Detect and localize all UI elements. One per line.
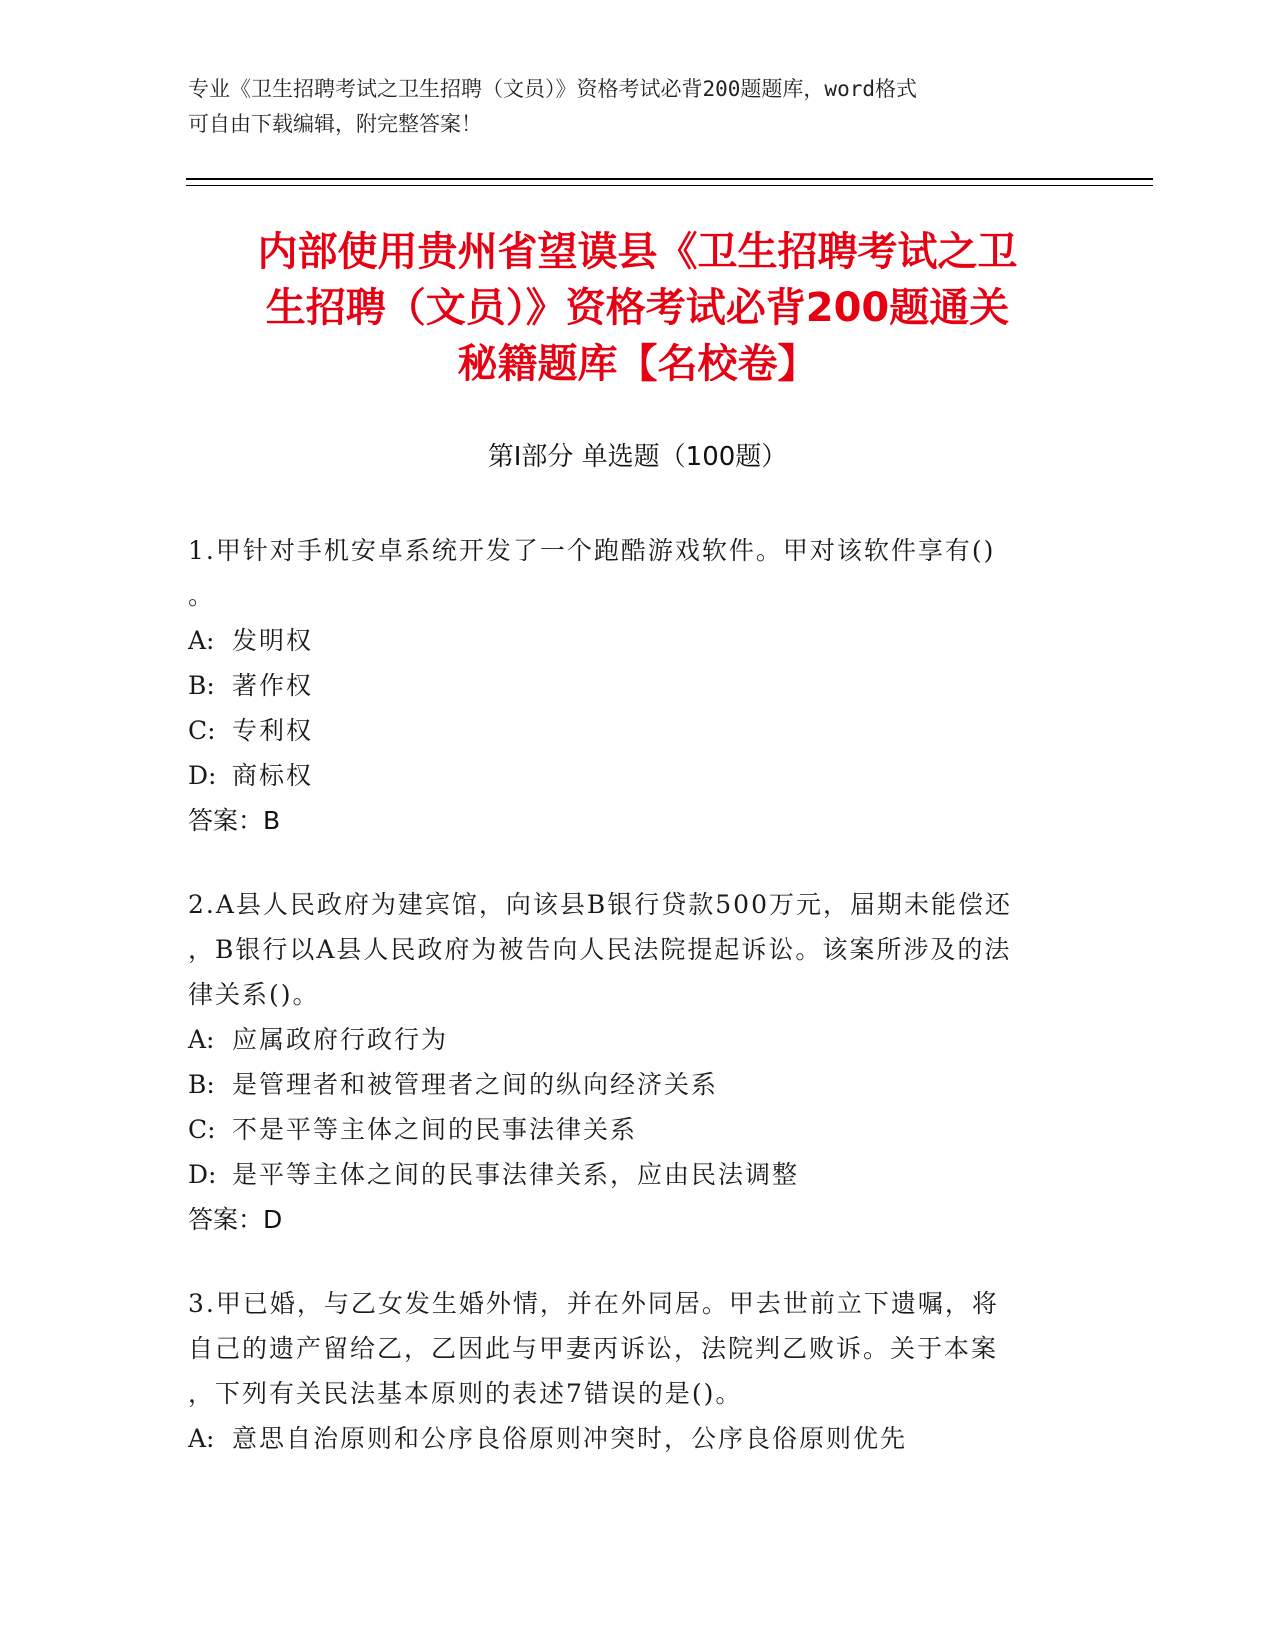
answer-line: 答案：B [188,806,281,835]
option-letter: A: [188,1025,215,1054]
document-title [150,224,1125,392]
question-stem-line: 2.A县人民政府为建宾馆，向该县B银行贷款500万元，届期未能偿还 [188,890,1012,919]
question-list [188,528,1088,1485]
option-text: 应属政府行政行为 [232,1025,449,1054]
option-c [188,708,1088,753]
header-divider-thin [186,185,1153,186]
option-text: 是平等主体之间的民事法律关系，应由民法调整 [232,1160,800,1189]
answer-line: 答案：D [188,1205,283,1234]
option-text: 是管理者和被管理者之间的纵向经济关系 [232,1070,719,1099]
option-text: 不是平等主体之间的民事法律关系 [232,1115,638,1144]
option-letter: B: [188,1070,215,1099]
option-text: 著作权 [232,671,314,700]
question-stem-line: 自己的遗产留给乙，乙因此与甲妻丙诉讼，法院判乙败诉。关于本案 [188,1334,999,1363]
option-letter: D: [188,1160,217,1189]
option-c [188,1107,1088,1152]
header-note-line: 可自由下载编辑，附完整答案！ [188,112,482,136]
option-letter: C: [188,716,216,745]
option-letter: D: [188,761,217,790]
question-item [188,882,1088,1243]
header-divider-thick [186,178,1153,180]
option-letter: A: [188,626,215,655]
option-a [188,1017,1088,1062]
section-heading: 第Ⅰ部分 单选题（100题） [487,442,788,472]
question-item [188,528,1088,844]
option-letter: B: [188,671,215,700]
title-line: 内部使用贵州省望谟县《卫生招聘考试之卫 [257,229,1018,275]
question-stem-line: ，下列有关民法基本原则的表述7错误的是()。 [188,1379,743,1408]
option-text: 发明权 [232,626,314,655]
option-d [188,1152,1088,1197]
question-stem-line: 3.甲已婚，与乙女发生婚外情，并在外同居。甲去世前立下遗嘱，将 [188,1289,999,1318]
option-text: 商标权 [232,761,314,790]
question-item [188,1281,1088,1461]
title-line: 生招聘（文员）》资格考试必背200题通关 [265,285,1010,331]
question-stem-line: ，B银行以A县人民政府为被告向人民法院提起诉讼。该案所涉及的法 [188,935,1012,964]
question-stem-line: 1.甲针对手机安卓系统开发了一个跑酷游戏软件。甲对该软件享有() [188,536,996,565]
option-letter: A: [188,1424,215,1453]
title-line: 秘籍题库【名校卷】 [457,341,818,387]
option-a [188,1416,1088,1461]
header-note [188,72,1088,142]
option-b [188,663,1088,708]
question-stem-line: 律关系()。 [188,980,320,1009]
question-stem-line: 。 [188,581,216,610]
header-note-line: 专业《卫生招聘考试之卫生招聘（文员）》资格考试必背200题题库，word格式 [188,77,917,101]
option-letter: C: [188,1115,216,1144]
option-text: 意思自治原则和公序良俗原则冲突时，公序良俗原则优先 [232,1424,908,1453]
option-text: 专利权 [232,716,314,745]
option-b [188,1062,1088,1107]
option-d [188,753,1088,798]
option-a [188,618,1088,663]
